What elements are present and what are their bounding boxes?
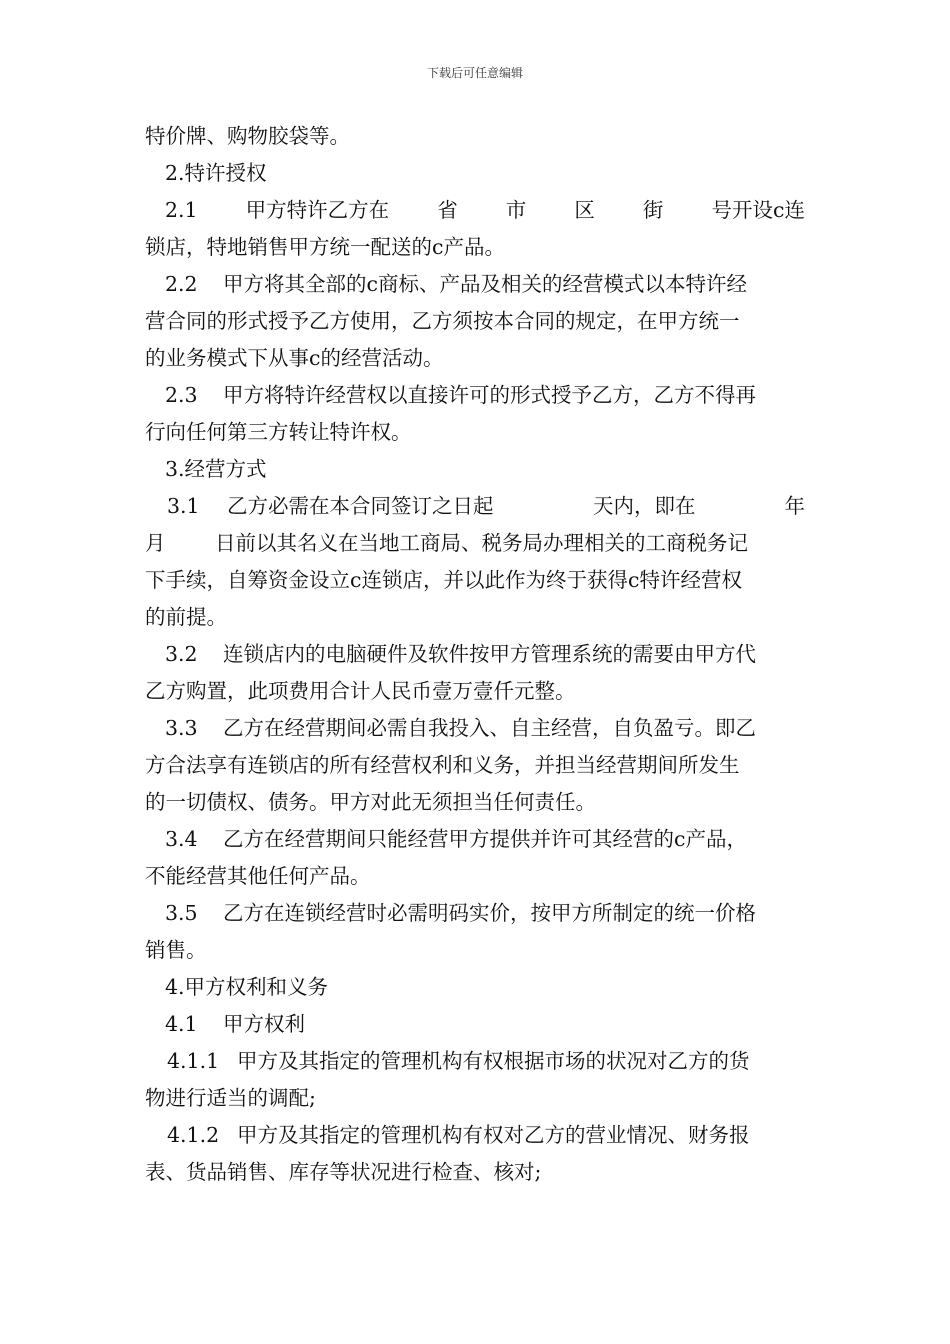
clause-number: 4.1.2 <box>167 1123 220 1147</box>
clause-text: 甲方及其指定的管理机构有权根据市场的状况对乙方的货 <box>237 1049 750 1073</box>
clause-3-1-line-2 <box>145 525 805 562</box>
clause-3-1-line-1 <box>145 488 805 525</box>
clause-2-3-line-2: 行向任何第三方转让特许权。 <box>145 420 412 444</box>
subsection-title: 甲方权利 <box>223 1012 305 1036</box>
blank-year: 年 <box>784 494 805 518</box>
blank-province: 省 <box>437 198 458 222</box>
clause-2-2-line-1 <box>145 266 805 303</box>
section-heading: 3.经营方式 <box>165 457 267 481</box>
clause-3-2-line-2: 乙方购置，此项费用合计人民币壹万壹仟元整。 <box>145 679 576 703</box>
blank-district: 区 <box>574 198 595 222</box>
clause-number: 2.2 <box>165 272 198 296</box>
clause-number: 3.1 <box>167 494 200 518</box>
clause-2-2-line-3: 的业务模式下从事c的经营活动。 <box>145 346 444 370</box>
clause-3-5-line-1 <box>145 895 805 932</box>
section-heading: 4.甲方权利和义务 <box>165 975 329 999</box>
clause-3-2-line-1 <box>145 636 805 673</box>
section-heading: 2.特许授权 <box>165 161 267 185</box>
clause-text: 甲方及其指定的管理机构有权对乙方的营业情况、财务报 <box>237 1123 750 1147</box>
paragraph-line: 特价牌、购物胶袋等。 <box>145 124 350 148</box>
blank-city: 市 <box>505 198 527 222</box>
clause-text: 乙方在连锁经营时必需明码实价，按甲方所制定的统一价格 <box>223 901 756 925</box>
clause-3-4-line-1 <box>145 821 805 858</box>
clause-number: 3.5 <box>165 901 198 925</box>
clause-number: 2.3 <box>165 383 198 407</box>
clause-number: 2.1 <box>165 198 198 222</box>
clause-3-3-line-2: 方合法享有连锁店的所有经营权利和义务，并担当经营期间所发生 <box>145 753 740 777</box>
clause-number: 3.3 <box>165 716 198 740</box>
clause-3-5-line-2: 销售。 <box>145 938 207 962</box>
clause-4-1-1-line-1 <box>145 1043 805 1080</box>
clause-2-2-line-2: 营合同的形式授予乙方使用，乙方须按本合同的规定，在甲方统一 <box>145 309 740 333</box>
blank-days: 天内，即在 <box>593 494 696 518</box>
clause-number: 4.1 <box>165 1012 198 1036</box>
clause-text: 甲方将特许经营权以直接许可的形式授予乙方，乙方不得再 <box>223 383 756 407</box>
clause-text: 乙方必需在本合同签订之日起 <box>227 494 494 518</box>
clause-text: 甲方特许乙方在 <box>245 198 390 222</box>
clause-text: 乙方在经营期间必需自我投入、自主经营，自负盈亏。即乙 <box>223 716 756 740</box>
clause-text: 乙方在经营期间只能经营甲方提供并许可其经营的c产品， <box>223 827 747 851</box>
clause-3-1-line-4: 的前提。 <box>145 605 227 629</box>
subsection-heading <box>145 1006 805 1043</box>
clause-3-3-line-3: 的一切债权、债务。甲方对此无须担当任何责任。 <box>145 790 596 814</box>
clause-text: 号开设c连 <box>711 198 805 222</box>
clause-3-3-line-1 <box>145 710 805 747</box>
clause-text: 甲方将其全部的c商标、产品及相关的经营模式以本特许经 <box>223 272 747 296</box>
clause-2-3-line-1 <box>145 377 805 414</box>
clause-3-4-line-2: 不能经营其他任何产品。 <box>145 864 371 888</box>
clause-number: 4.1.1 <box>167 1049 220 1073</box>
clause-4-1-2-line-2: 表、货品销售、库存等状况进行检查、核对; <box>145 1160 542 1184</box>
clause-3-1-line-3: 下手续，自筹资金设立c连锁店，并以此作为终于获得c特许经营权 <box>145 568 742 592</box>
clause-4-1-1-line-2: 物进行适当的调配; <box>145 1086 316 1110</box>
blank-street: 街 <box>642 198 664 222</box>
document-body <box>145 118 805 1191</box>
clause-4-1-2-line-1 <box>145 1117 805 1154</box>
clause-text: 连锁店内的电脑硬件及软件按甲方管理系统的需要由甲方代 <box>223 642 756 666</box>
clause-number: 3.2 <box>165 642 198 666</box>
clause-number: 3.4 <box>165 827 198 851</box>
page-header: 下载后可任意编辑 <box>426 66 523 80</box>
blank-month: 月 <box>145 531 166 555</box>
clause-2-1-line-2: 锁店，特地销售甲方统一配送的c产品。 <box>145 235 505 259</box>
clause-2-1-line-1 <box>145 192 805 229</box>
clause-text: 日前以其名义在当地工商局、税务局办理相关的工商税务记 <box>215 531 748 555</box>
